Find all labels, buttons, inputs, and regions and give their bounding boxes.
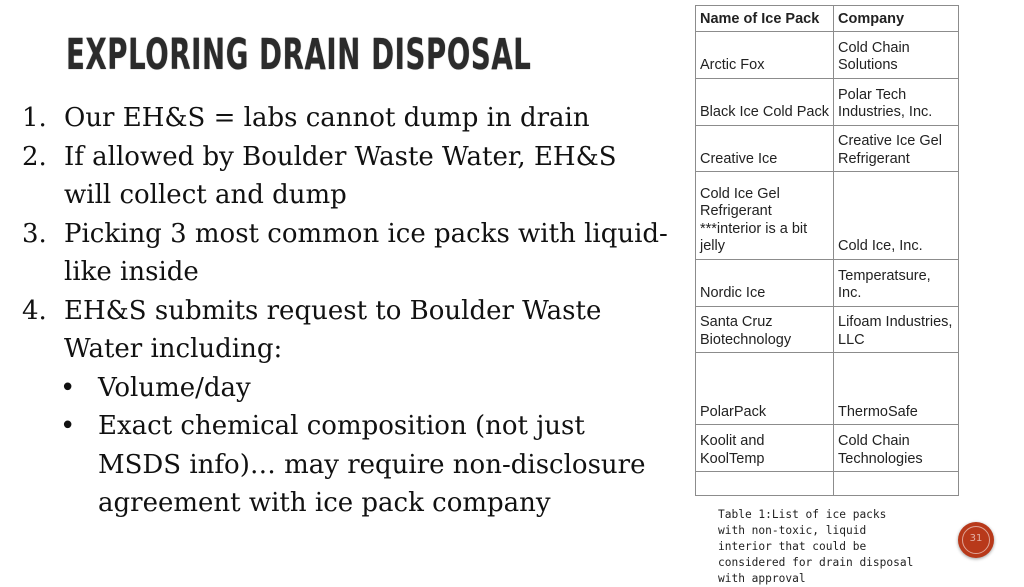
table-row <box>696 306 959 353</box>
list-item-text: If allowed by Boulder Waste Water, EH&S will collect and dump <box>64 141 617 210</box>
company-cell: ThermoSafe <box>834 353 959 425</box>
list-number: 3. <box>22 218 47 249</box>
table-row-empty <box>696 472 959 496</box>
table-row <box>696 425 959 472</box>
company-cell: Lifoam Industries, LLC <box>834 306 959 353</box>
table-row <box>696 78 959 125</box>
company-cell: Cold Ice, Inc. <box>834 172 959 260</box>
list-item <box>22 215 672 292</box>
company-cell: Cold Chain Technologies <box>834 425 959 472</box>
ice-pack-cell: Cold Ice Gel Refrigerant ***interior is a bit jelly <box>696 172 834 260</box>
ice-pack-cell: Black Ice Cold Pack <box>696 78 834 125</box>
ice-pack-cell: Creative Ice <box>696 125 834 172</box>
ice-pack-cell: Santa Cruz Biotechnology <box>696 306 834 353</box>
company-cell: Cold Chain Solutions <box>834 32 959 79</box>
sub-list-item-text: Volume/day <box>98 372 251 403</box>
ice-pack-cell: Koolit and KoolTemp <box>696 425 834 472</box>
table-row <box>696 32 959 79</box>
company-cell: Polar Tech Industries, Inc. <box>834 78 959 125</box>
slide-number: 31 <box>969 533 983 544</box>
list-item-text: Our EH&S = labs cannot dump in drain <box>64 103 590 133</box>
table-row <box>696 125 959 172</box>
table-row <box>696 259 959 306</box>
list-number: 4. <box>22 295 47 326</box>
company-cell: Temperatsure, Inc. <box>834 259 959 306</box>
ice-pack-cell: PolarPack <box>696 353 834 425</box>
sub-list-item-text: Exact chemical composition (not just MSDS info)… may require non-disclosure agreement with ice pack company <box>98 411 646 518</box>
ice-pack-cell: Nordic Ice <box>696 259 834 306</box>
list-item-text: Picking 3 most common ice packs with liquid-like inside <box>64 218 668 287</box>
company-cell: Creative Ice Gel Refrigerant <box>834 125 959 172</box>
ice-pack-cell <box>696 472 834 496</box>
column-header-ice-pack: Name of Ice Pack <box>696 6 834 32</box>
list-item <box>22 99 672 138</box>
list-item <box>22 138 672 215</box>
bullet-dot: • <box>60 411 76 441</box>
sub-list-item <box>22 369 672 408</box>
column-header-company: Company <box>834 6 959 32</box>
table-row <box>696 353 959 425</box>
bullet-list <box>22 99 672 523</box>
table-caption: Table 1:List of ice packs with non-toxic, liquid interior that could be considered for drain disposal with approval <box>718 508 914 585</box>
ice-pack-cell: Arctic Fox <box>696 32 834 79</box>
bullet-dot: • <box>60 372 76 403</box>
ice-pack-table <box>695 5 959 496</box>
list-item <box>22 292 672 369</box>
slide-title: EXPLORING DRAIN DISPOSAL <box>66 30 532 80</box>
list-item-text: EH&S submits request to Boulder Waste Water including: <box>64 295 602 364</box>
company-cell <box>834 472 959 496</box>
sub-list-item <box>22 407 672 523</box>
list-number: 1. <box>22 103 47 133</box>
table-header-row <box>696 6 959 32</box>
list-number: 2. <box>22 141 47 172</box>
table-row <box>696 172 959 260</box>
slide-number-badge <box>958 522 994 558</box>
